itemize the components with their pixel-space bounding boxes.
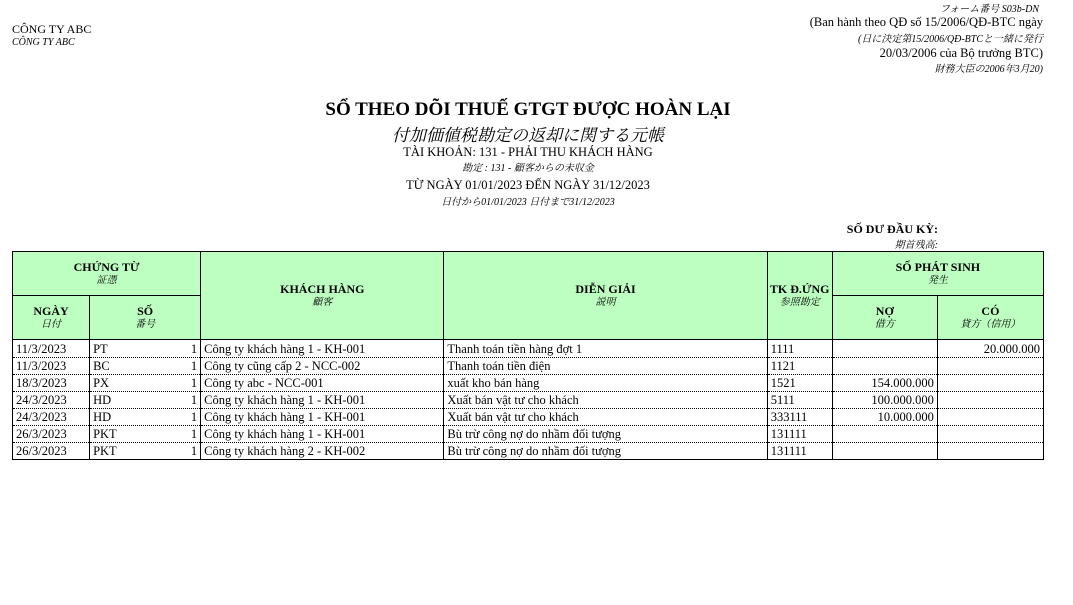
row-date: 24/3/2023: [13, 392, 90, 409]
contra-account-header-label: TK Đ.ỨNG: [769, 281, 830, 296]
page-title: SỔ THEO DÕI THUẾ GTGT ĐƯỢC HOÀN LẠI: [325, 99, 731, 120]
description-header: [444, 252, 767, 340]
row-voucher-no: 1: [190, 359, 198, 373]
contra-account-header-jp: 参照勘定: [779, 296, 820, 308]
row-debit: [832, 358, 937, 375]
row-debit: [832, 340, 937, 358]
row-description: Bù trừ công nợ do nhầm đối tượng: [444, 426, 767, 443]
row-debit: [832, 426, 937, 443]
company-name-jp: CÔNG TY ABC: [12, 37, 75, 48]
issued-by-line-1-jp: (日に決定第15/2006/QĐ-BTCと一緒に発行: [858, 34, 1043, 45]
row-debit: [832, 443, 937, 460]
row-date: 24/3/2023: [13, 409, 90, 426]
row-contra-account: 131111: [767, 443, 832, 460]
company-name: CÔNG TY ABC: [12, 22, 92, 36]
form-number: フォーム番号 S03b-DN: [939, 4, 1039, 15]
row-voucher: [90, 443, 201, 460]
row-voucher-type: PKT: [93, 444, 117, 458]
row-voucher-type: PT: [93, 342, 108, 356]
row-contra-account: 5111: [767, 392, 832, 409]
voucher-header-jp: 証憑: [96, 274, 117, 286]
row-voucher: [90, 340, 201, 358]
table-row: [13, 392, 1044, 409]
row-description: Bù trừ công nợ do nhầm đối tượng: [444, 443, 767, 460]
row-contra-account: 1521: [767, 375, 832, 392]
ledger-table: [12, 251, 1044, 460]
issued-by-line-1: (Ban hành theo QĐ số 15/2006/QĐ-BTC ngày: [809, 15, 1043, 29]
issued-by-line-2-jp: 財務大臣の2006年3月20): [934, 64, 1043, 75]
row-credit: [937, 358, 1043, 375]
customer-header-jp: 顧客: [312, 296, 333, 308]
row-voucher-no: 1: [190, 444, 198, 458]
row-customer: Công ty khách hàng 1 - KH-001: [201, 392, 444, 409]
row-credit: [937, 375, 1043, 392]
period-line-jp: 日付から01/01/2023 日付まで31/12/2023: [441, 197, 615, 208]
issued-by-line-2: 20/03/2006 của Bộ trưởng BTC): [879, 46, 1043, 60]
row-voucher-type: PX: [93, 376, 110, 390]
row-debit: 10.000.000: [832, 409, 937, 426]
credit-header-label: CÓ: [981, 303, 1000, 318]
row-voucher-no: 1: [190, 427, 198, 441]
row-description: Xuất bán vật tư cho khách: [444, 409, 767, 426]
opening-balance-label-jp: 期首残高:: [894, 240, 938, 251]
row-date: 26/3/2023: [13, 426, 90, 443]
row-voucher: [90, 358, 201, 375]
row-contra-account: 131111: [767, 426, 832, 443]
page-title-jp: 付加価値税勘定の返却に関する元帳: [392, 126, 664, 146]
row-debit: 154.000.000: [832, 375, 937, 392]
row-date: 18/3/2023: [13, 375, 90, 392]
table-row: [13, 443, 1044, 460]
number-header: [90, 296, 201, 340]
date-header-jp: 日付: [41, 318, 62, 330]
row-voucher-type: BC: [93, 359, 110, 373]
row-customer: Công ty cũng cấp 2 - NCC-002: [201, 358, 444, 375]
table-row: [13, 358, 1044, 375]
row-voucher: [90, 392, 201, 409]
table-row: [13, 409, 1044, 426]
amount-header: [832, 252, 1043, 296]
row-customer: Công ty abc - NCC-001: [201, 375, 444, 392]
row-voucher-type: PKT: [93, 427, 117, 441]
row-date: 11/3/2023: [13, 358, 90, 375]
row-date: 11/3/2023: [13, 340, 90, 358]
row-date: 26/3/2023: [13, 443, 90, 460]
row-voucher-no: 1: [190, 376, 198, 390]
row-customer: Công ty khách hàng 1 - KH-001: [201, 340, 444, 358]
row-description: Xuất bán vật tư cho khách: [444, 392, 767, 409]
debit-header: [832, 296, 937, 340]
customer-header: [201, 252, 444, 340]
voucher-header-label: CHỨNG TỪ: [73, 259, 140, 274]
row-credit: [937, 409, 1043, 426]
row-voucher-type: HD: [93, 393, 112, 407]
row-contra-account: 1121: [767, 358, 832, 375]
row-voucher-no: 1: [190, 342, 198, 356]
row-voucher: [90, 426, 201, 443]
row-credit: [937, 392, 1043, 409]
row-description: Thanh toán tiền hàng đợt 1: [444, 340, 767, 358]
credit-header: [937, 296, 1043, 340]
row-description: Thanh toán tiền điện: [444, 358, 767, 375]
row-debit: 100.000.000: [832, 392, 937, 409]
account-line-jp: 勘定 : 131 - 顧客からの未収金: [462, 163, 594, 174]
opening-balance-label: SỐ DƯ ĐẦU KỲ:: [846, 222, 938, 236]
amount-header-label: SỐ PHÁT SINH: [895, 259, 981, 274]
credit-header-jp: 貸方（信用）: [960, 318, 1021, 330]
description-header-label: DIỄN GIẢI: [575, 281, 636, 296]
row-voucher-type: HD: [93, 410, 112, 424]
row-contra-account: 333111: [767, 409, 832, 426]
date-header-label: NGÀY: [33, 303, 69, 318]
description-header-jp: 説明: [595, 296, 616, 308]
period-line: TỪ NGÀY 01/01/2023 ĐẾN NGÀY 31/12/2023: [406, 178, 650, 192]
row-contra-account: 1111: [767, 340, 832, 358]
table-row: [13, 340, 1044, 358]
row-voucher: [90, 375, 201, 392]
debit-header-jp: 借方: [874, 318, 895, 330]
row-customer: Công ty khách hàng 1 - KH-001: [201, 409, 444, 426]
row-credit: 20.000.000: [937, 340, 1043, 358]
row-credit: [937, 426, 1043, 443]
row-customer: Công ty khách hàng 1 - KH-001: [201, 426, 444, 443]
debit-header-label: NỢ: [875, 303, 894, 318]
customer-header-label: KHÁCH HÀNG: [280, 281, 365, 296]
row-customer: Công ty khách hàng 2 - KH-002: [201, 443, 444, 460]
number-header-jp: 番号: [135, 318, 156, 330]
row-voucher: [90, 409, 201, 426]
voucher-header: [13, 252, 201, 296]
row-description: xuất kho bán hàng: [444, 375, 767, 392]
row-voucher-no: 1: [190, 393, 198, 407]
amount-header-jp: 発生: [927, 274, 948, 286]
account-line: TÀI KHOẢN: 131 - PHẢI THU KHÁCH HÀNG: [403, 145, 653, 159]
contra-account-header: [767, 252, 832, 340]
number-header-label: SỐ: [137, 303, 154, 318]
row-credit: [937, 443, 1043, 460]
row-voucher-no: 1: [190, 410, 198, 424]
table-row: [13, 375, 1044, 392]
table-row: [13, 426, 1044, 443]
date-header: [13, 296, 90, 340]
